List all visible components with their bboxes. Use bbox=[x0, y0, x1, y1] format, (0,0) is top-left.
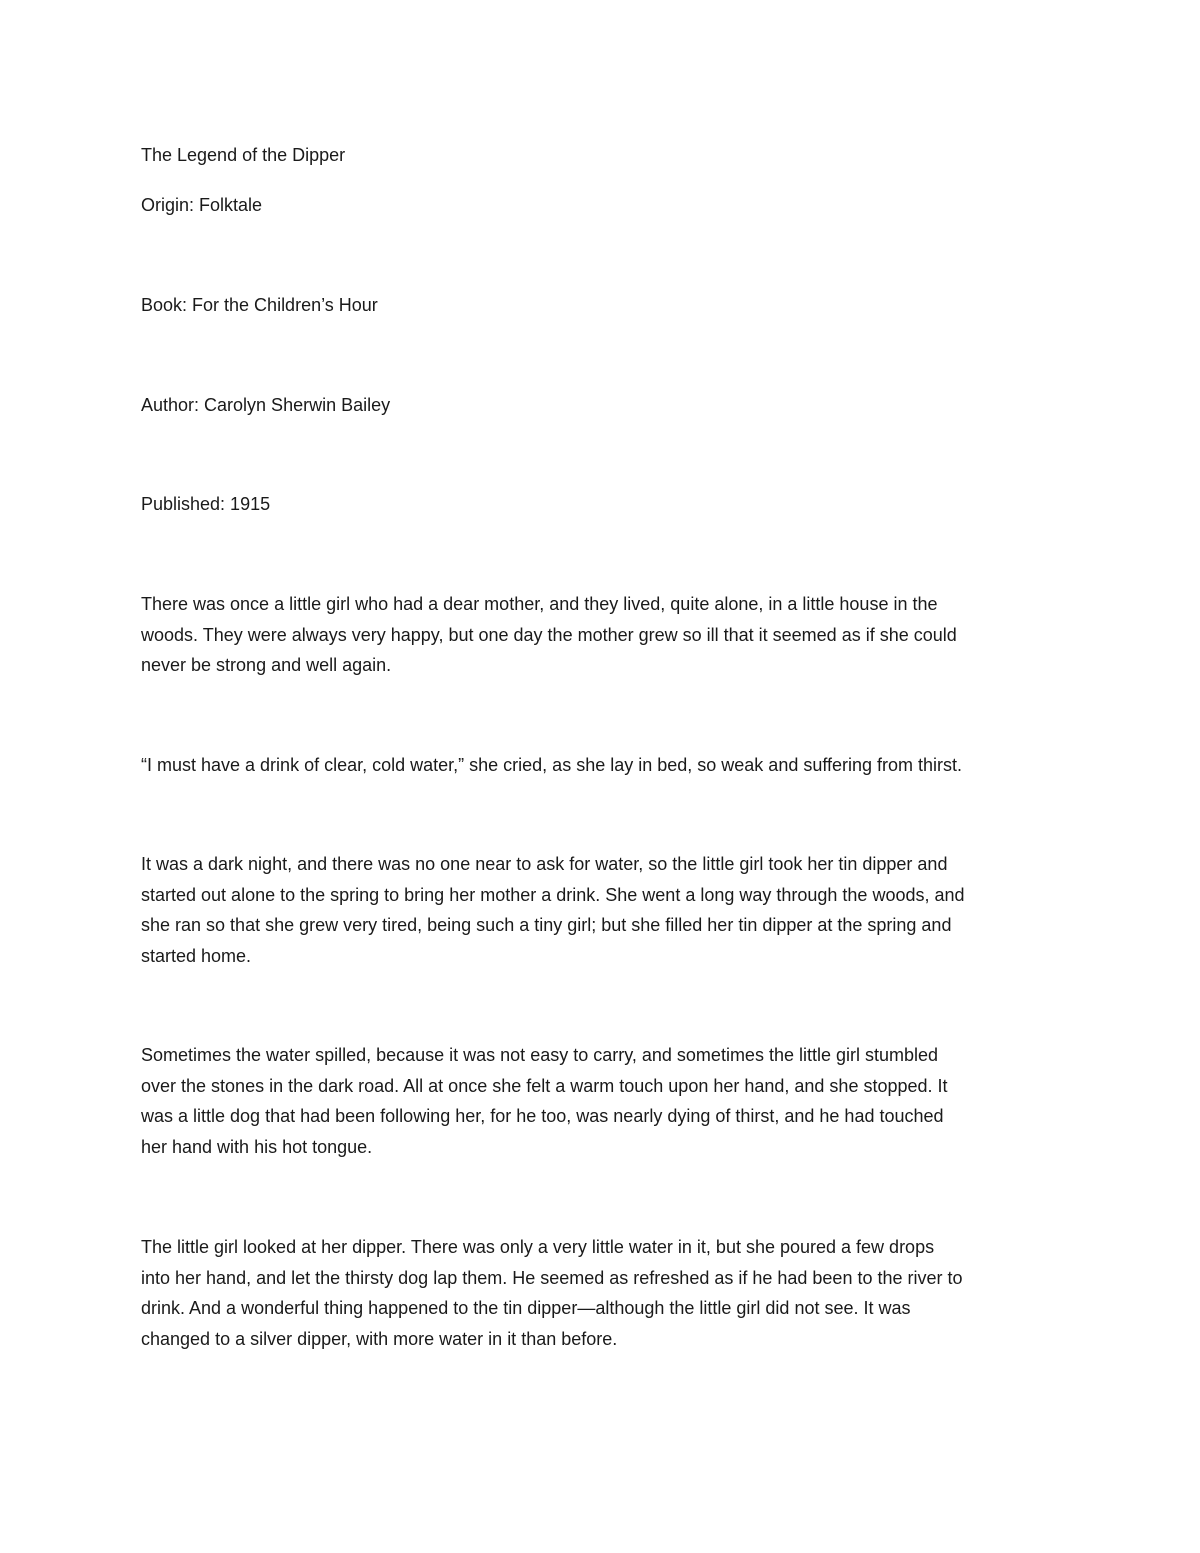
paragraph-line: Sometimes the water spilled, because it was not easy to carry, and sometimes the little girl stumbled bbox=[141, 1045, 939, 1065]
paragraph-3 bbox=[141, 849, 1066, 971]
paragraph-line: never be strong and well again. bbox=[141, 655, 392, 675]
paragraph-line: her hand with his hot tongue. bbox=[141, 1136, 373, 1157]
paragraph-line: she ran so that she grew very tired, being such a tiny girl; but she filled her tin dipper at the spring and bbox=[141, 915, 952, 935]
paragraph-line: The little girl looked at her dipper. There was only a very little water in it, but she poured a few drops bbox=[141, 1237, 935, 1257]
published-line: Published: 1915 bbox=[141, 494, 271, 514]
origin-line: Origin: Folktale bbox=[141, 195, 263, 215]
paragraph-line: started home. bbox=[141, 945, 252, 966]
author-line: Author: Carolyn Sherwin Bailey bbox=[141, 395, 391, 415]
paragraph-line: changed to a silver dipper, with more water in it than before. bbox=[141, 1328, 618, 1349]
paragraph-1 bbox=[141, 589, 1066, 681]
paragraph-line: drink. And a wonderful thing happened to the tin dipper—although the little girl did not see. It was bbox=[141, 1298, 911, 1318]
paragraph-line: into her hand, and let the thirsty dog lap them. He seemed as refreshed as if he had been to the river to bbox=[141, 1267, 963, 1288]
paragraph-line: was a little dog that had been following her, for he too, was nearly dying of thirst, and he had touched bbox=[141, 1106, 944, 1126]
paragraph-line: started out alone to the spring to bring her mother a drink. She went a long way through the woods, and bbox=[141, 884, 965, 905]
paragraph-line: “I must have a drink of clear, cold water,” she cried, as she lay in bed, so weak and suffering from thirst. bbox=[141, 755, 963, 775]
paragraph-4 bbox=[141, 1040, 1066, 1162]
paragraph-2 bbox=[141, 750, 1066, 781]
document-title: The Legend of the Dipper bbox=[141, 145, 346, 165]
book-line: Book: For the Children’s Hour bbox=[141, 295, 378, 315]
paragraph-line: There was once a little girl who had a dear mother, and they lived, quite alone, in a little house in the bbox=[141, 594, 938, 614]
paragraph-line: over the stones in the dark road. All at once she felt a warm touch upon her hand, and she stopped. It bbox=[141, 1075, 948, 1096]
paragraph-line: It was a dark night, and there was no one near to ask for water, so the little girl took her tin dipper and bbox=[141, 854, 948, 874]
paragraph-line: woods. They were always very happy, but one day the mother grew so ill that it seemed as if she could bbox=[141, 624, 957, 645]
paragraph-5 bbox=[141, 1232, 1066, 1354]
